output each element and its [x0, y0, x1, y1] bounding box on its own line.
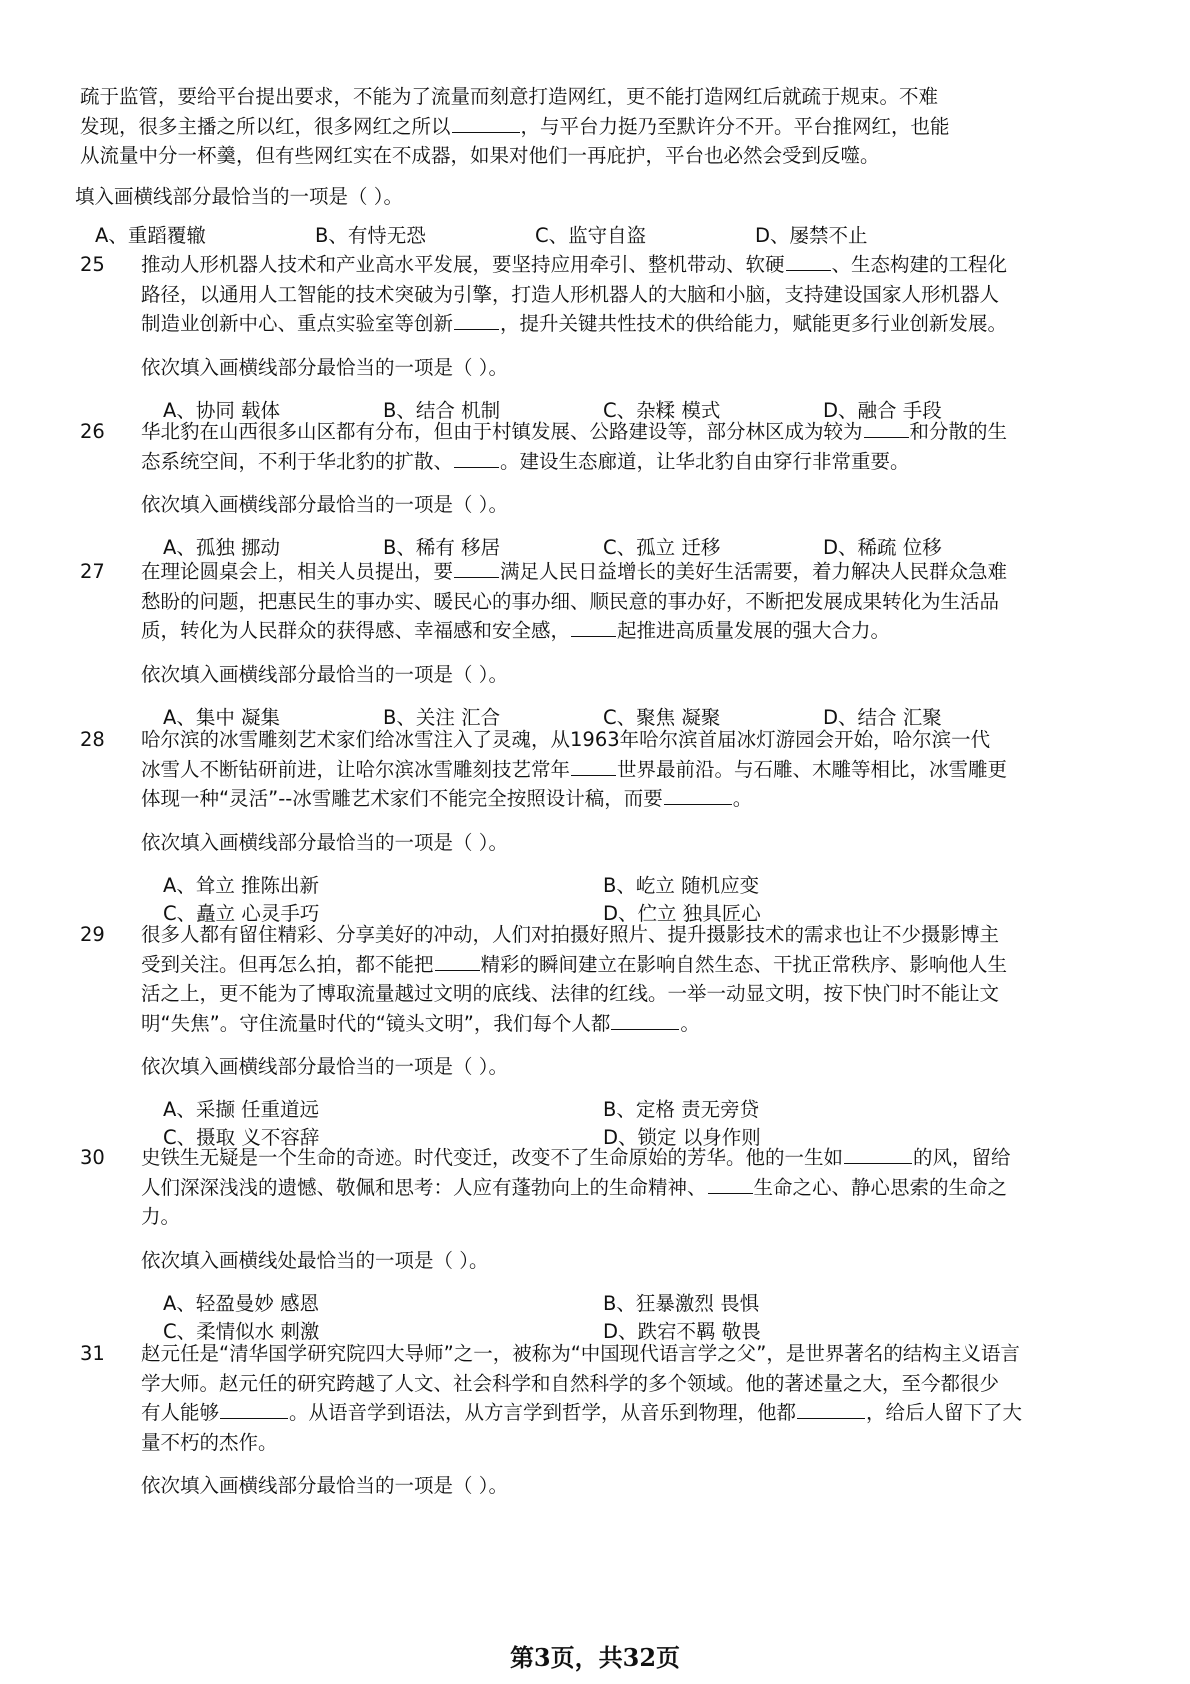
option-b[interactable]: B、屹立 随机应变 [603, 873, 760, 897]
answer-blank [454, 328, 499, 330]
question-number: 31 [80, 1342, 105, 1365]
option-d[interactable]: D、锁定 以身作则 [603, 1126, 761, 1149]
option-a[interactable]: A、耸立 推陈出新 [163, 873, 320, 897]
question-stem: 赵元任是“清华国学研究院四大导师”之一，被称为“中国现代语言学之父”，是世界著名的结构主义语言 学大师。赵元任的研究跨越了人文、社会科学和自然科学的多个领域。他的著述量之大，至今都很少 有人能够 。从语音学到语法，从方言学到哲学，从音乐到物理，他都 ，给后人留下了大 量不朽的杰作。 [141, 1342, 1023, 1454]
option-a[interactable]: A、集中 凝集 [163, 705, 281, 729]
option-b[interactable]: B、稀有 移居 [383, 536, 501, 559]
option-c[interactable]: C、矗立 心灵手巧 [163, 901, 320, 925]
question-stem: 哈尔滨的冰雪雕刻艺术家们给冰雪注入了灵魂，从1963年哈尔滨首届冰灯游园会开始，哈尔滨一代 冰雪人不断钻研前进，让哈尔滨冰雪雕刻技艺常年 世界最前沿。与石雕、木雕等相比，冰雪雕更 体现一种“灵活”--冰雪雕艺术家们不能完全按照设计稿，而要 。 [141, 728, 1008, 810]
question-27 [80, 557, 1110, 732]
question-stem: 在理论圆桌会上，相关人员提出，要 满足人民日益增长的美好生活需要，着力解决人民群众急难 愁盼的问题，把惠民生的事办实、暖民心的事办细、顺民意的事办好，不断把发展成果转化为生活品 质，转化为人民群众的获得感、幸福感和安全感， 起推进高质量发展的强大合力。 [141, 560, 1008, 642]
q24-passage [80, 82, 1080, 171]
answer-blank [797, 1417, 865, 1419]
option-c[interactable]: C、监守自盗 [535, 224, 647, 247]
answer-blank [571, 774, 616, 776]
question-number: 30 [80, 1146, 105, 1169]
option-b[interactable]: B、定格 责无旁贷 [603, 1098, 760, 1121]
question-number: 29 [80, 923, 105, 946]
options-grid [163, 1289, 1110, 1347]
option-c[interactable]: C、摄取 义不容辞 [163, 1126, 320, 1149]
option-d[interactable]: D、屡禁不止 [755, 224, 868, 247]
question-stem: 推动人形机器人技术和产业高水平发展，要坚持应用牵引、整机带动、软硬 、生态构建的工程化 路径，以通用人工智能的技术突破为引擎，打造人形机器人的大脑和小脑，支持建设国家人形机器人 制造业创新中心、重点实验室等创新 ，提升关键共性技术的供给能力，赋能更多行业创新发展。 [141, 253, 1008, 335]
option-c[interactable]: C、杂糅 模式 [603, 398, 721, 422]
question-number: 28 [80, 728, 105, 751]
question-number: 26 [80, 420, 105, 443]
option-b[interactable]: B、有恃无恐 [315, 224, 426, 247]
question-prompt: 依次填入画横线部分最恰当的一项是（ ）。 [141, 830, 508, 854]
answer-blank [844, 1162, 912, 1164]
question-stem: 史铁生无疑是一个生命的奇迹。时代变迁，改变不了生命原始的芳华。他的一生如 的风，留给 人们深深浅浅的遗憾、敬佩和思考：人应有蓬勃向上的生命精神、 生命之心、静心思索的生命之 力。 [141, 1146, 1011, 1228]
question-25 [80, 250, 1110, 425]
passage-line: 从流量中分一杯羹，但有些网红实在不成器，如果对他们一再庇护，平台也必然会受到反噬。 [80, 144, 880, 167]
option-a[interactable]: A、重蹈覆辙 [95, 224, 206, 247]
question-number: 25 [80, 253, 105, 276]
question-26 [80, 417, 1110, 562]
question-prompt: 依次填入画横线部分最恰当的一项是（ ）。 [141, 493, 508, 516]
question-number: 27 [80, 560, 105, 583]
option-d[interactable]: D、结合 汇聚 [823, 705, 942, 729]
option-d[interactable]: D、跌宕不羁 敬畏 [603, 1319, 761, 1343]
page-footer: 第3页，共32页 [509, 1643, 681, 1672]
option-d[interactable]: D、伫立 独具匠心 [603, 901, 761, 925]
answer-blank [786, 269, 831, 271]
question-stem: 很多人都有留住精彩、分享美好的冲动，人们对拍摄好照片、提升摄影技术的需求也让不少摄影博主 受到关注。但再怎么拍，都不能把 精彩的瞬间建立在影响自然生态、干扰正常秩序、影响他人生 活之上，更不能为了博取流量越过文明的底线、法律的红线。一举一动显文明，按下快门时不能让文 明“失焦”。守住流量时代的“镜头文明”，我们每个人都 。 [141, 923, 1008, 1035]
answer-blank [708, 1192, 753, 1194]
question-28 [80, 725, 1110, 929]
option-d[interactable]: D、融合 手段 [823, 398, 942, 422]
answer-blank [454, 576, 499, 578]
option-d[interactable]: D、稀疏 位移 [823, 536, 942, 559]
question-prompt: 依次填入画横线部分最恰当的一项是（ ）。 [141, 1474, 508, 1497]
option-a[interactable]: A、轻盈曼妙 感恩 [163, 1291, 320, 1315]
option-b[interactable]: B、狂暴激烈 畏惧 [603, 1291, 760, 1315]
question-30 [80, 1143, 1110, 1347]
answer-blank [864, 436, 909, 438]
option-b[interactable]: B、结合 机制 [383, 398, 501, 422]
question-prompt: 依次填入画横线处最恰当的一项是（ ）。 [141, 1248, 489, 1272]
option-c[interactable]: C、聚焦 凝聚 [603, 705, 721, 729]
answer-blank [664, 803, 732, 805]
q24-prompt: 填入画横线部分最恰当的一项是（ ）。 [75, 185, 403, 208]
answer-blank [452, 131, 520, 133]
answer-blank [611, 1028, 679, 1030]
question-prompt: 依次填入画横线部分最恰当的一项是（ ）。 [141, 662, 508, 686]
question-prompt: 依次填入画横线部分最恰当的一项是（ ）。 [141, 355, 508, 379]
option-b[interactable]: B、关注 汇合 [383, 705, 501, 729]
option-a[interactable]: A、采撷 任重道远 [163, 1098, 320, 1121]
answer-blank [454, 466, 499, 468]
question-29 [80, 920, 1110, 1153]
answer-blank [220, 1417, 288, 1419]
option-a[interactable]: A、协同 载体 [163, 398, 281, 422]
q24-options [95, 221, 1095, 250]
question-31 [80, 1339, 1110, 1500]
answer-blank [571, 635, 616, 637]
option-c[interactable]: C、柔情似水 刺激 [163, 1319, 320, 1343]
option-a[interactable]: A、孤独 挪动 [163, 536, 281, 559]
question-stem: 华北豹在山西很多山区都有分布，但由于村镇发展、公路建设等，部分林区成为较为 和分散的生 态系统空间，不利于华北豹的扩散、 。建设生态廊道，让华北豹自由穿行非常重要。 [141, 420, 1008, 473]
passage-line: 疏于监管，要给平台提出要求，不能为了流量而刻意打造网红，更不能打造网红后就疏于规束。不难 [80, 85, 939, 108]
passage-line: 发现，很多主播之所以红，很多网红之所以 ，与平台力挺乃至默许分不开。平台推网红，也能 [80, 114, 950, 138]
question-prompt: 依次填入画横线部分最恰当的一项是（ ）。 [141, 1055, 508, 1078]
answer-blank [435, 969, 480, 971]
option-c[interactable]: C、孤立 迁移 [603, 536, 721, 559]
